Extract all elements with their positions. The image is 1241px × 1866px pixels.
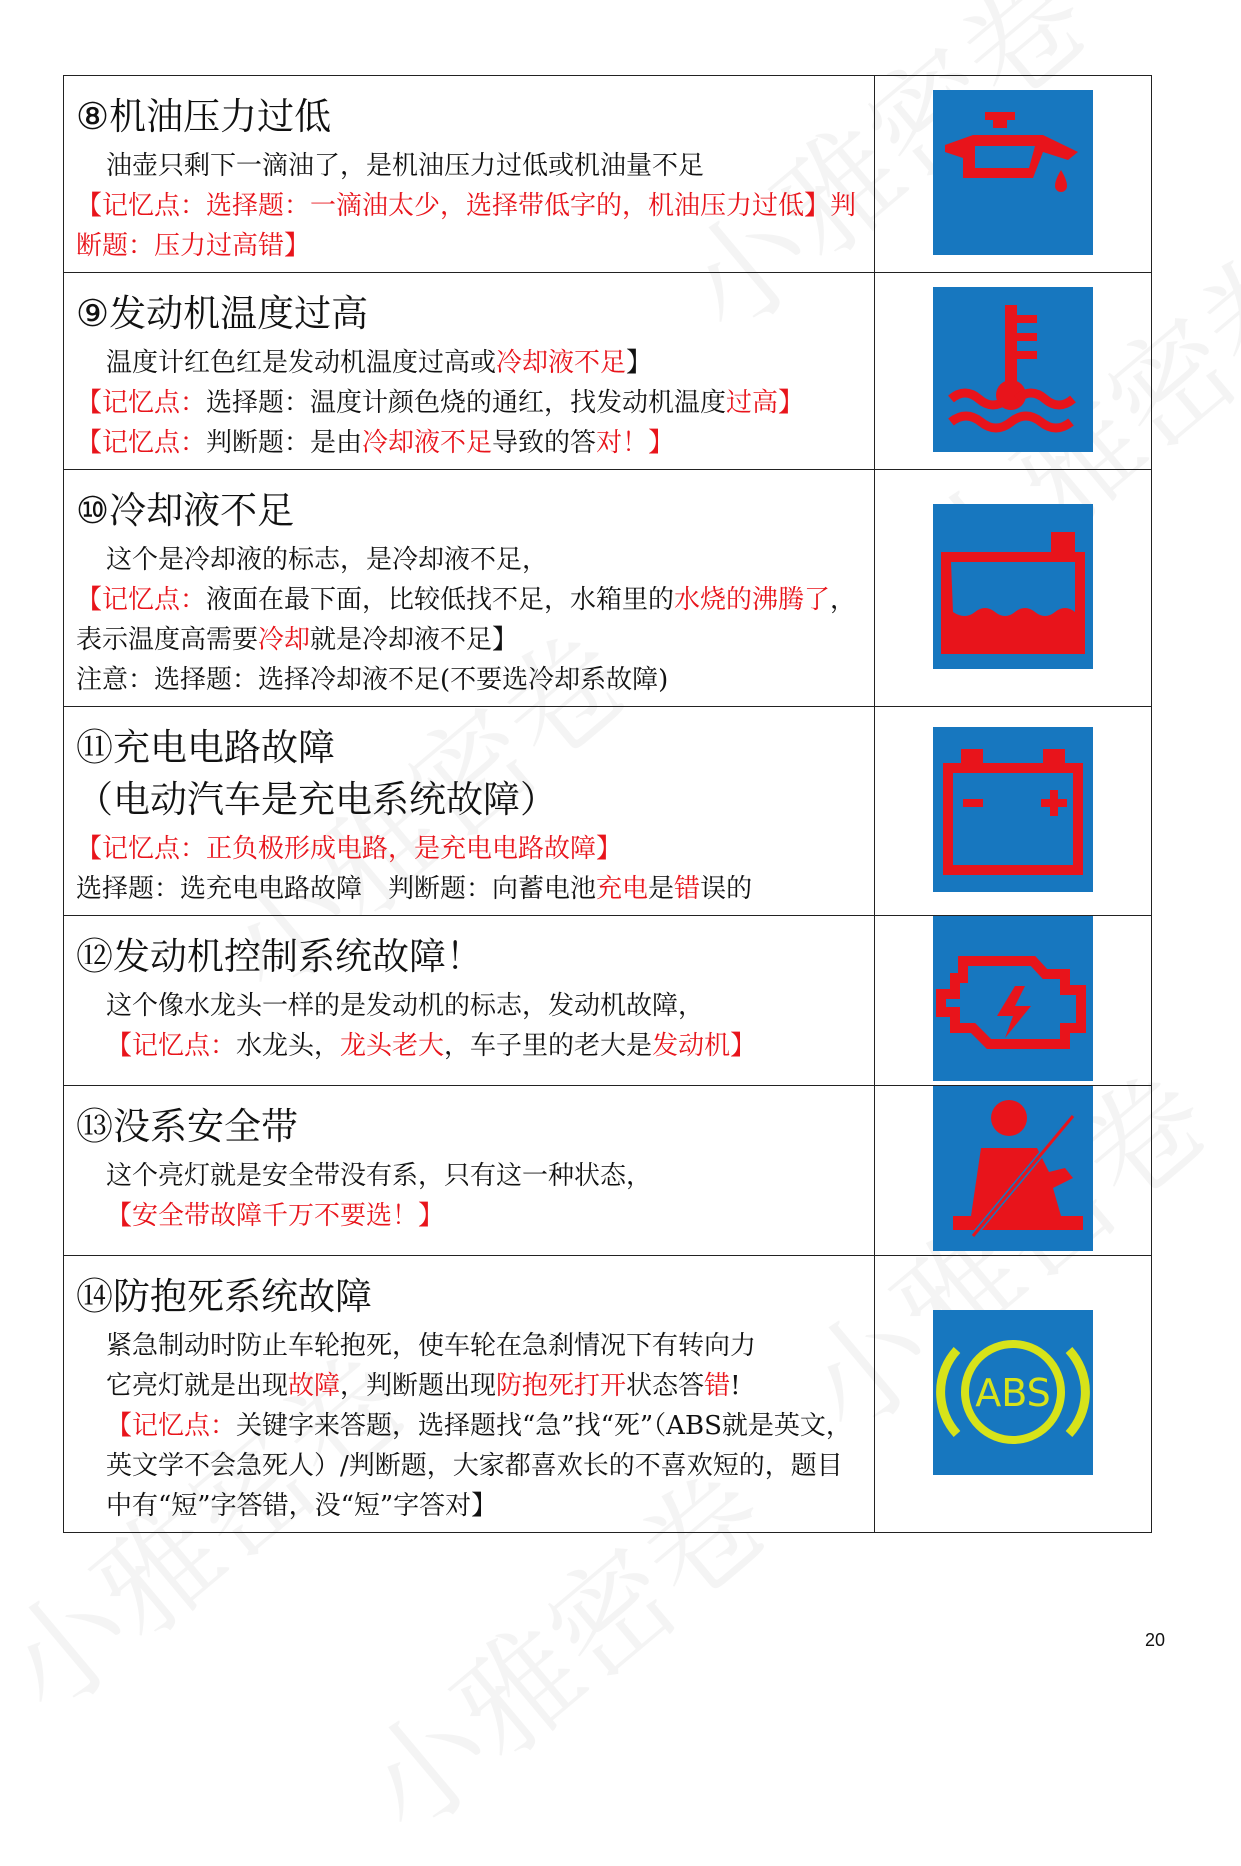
body-text: 关键字来答题，选择题找“急”找“死”（ABS就是英文，英文学不会急死人）/判断题，大家都喜欢长的不喜欢短的，题目中有“短”字答错，没“短”字答对】 [106,1411,852,1521]
highlight-text: 过高】 [726,388,805,418]
body-text: 判断题：是由 [206,428,363,458]
oil-pressure-icon [933,90,1093,255]
body-text: 油壶只剩下一滴油了，是机油压力过低或机油量不足 [106,151,705,181]
highlight-text: 冷却液不足 [362,428,493,458]
row-icon-cell [874,1256,1151,1533]
item-line [76,580,864,660]
warning-light-row [64,1086,1152,1256]
body-text: 注意：选择题：选择冷却液不足(不要选冷却系故障) [76,665,669,695]
highlight-text: 防抱死打开 [496,1371,627,1401]
row-text-cell [64,1256,875,1533]
body-text: 误的 [700,874,753,904]
warning-light-row [64,470,1152,707]
row-text-cell [64,707,875,916]
body-text: 导致的答 [492,428,597,458]
item-title: ⑬没系安全带 [76,1105,298,1148]
item-line [76,540,864,580]
highlight-text: 充电 [596,874,649,904]
page-number: 20 [1144,1630,1165,1650]
item-title: ⑭防抱死系统故障 [76,1275,372,1318]
item-title: ⑨发动机温度过高 [76,292,369,335]
body-text: 】 [626,348,653,378]
body-text: ，判断题出现 [340,1371,497,1401]
body-text: 选择题：温度计颜色烧的通红，找发动机温度 [206,388,727,418]
highlight-text: 【记忆点：选择题：一滴油太少，选择带低字的，机油压力过低】判断题：压力过高错】 [76,191,857,261]
body-text: 这个像水龙头一样的是发动机的标志，发动机故障， [106,991,705,1021]
row-icon-cell [874,470,1151,707]
item-line [76,423,864,463]
body-text: 就是冷却液不足】 [310,625,519,655]
row-text-cell [64,916,875,1086]
body-text: 它亮灯就是出现 [106,1371,289,1401]
abs-icon-text: ABS [975,1370,1051,1415]
body-text: ! [730,1371,741,1401]
highlight-text: 【记忆点： [76,388,207,418]
body-text: 这个是冷却液的标志，是冷却液不足， [106,545,549,575]
warning-light-row [64,76,1152,273]
body-text: ，表示温度高需要 [76,585,857,655]
warning-light-row [64,273,1152,470]
item-title: ⑧机油压力过低 [76,95,332,138]
item-line [76,1326,864,1366]
item-title: ⑫发动机控制系统故障！ [76,935,483,978]
item-line [76,1406,864,1526]
seatbelt-icon [933,1086,1093,1251]
body-text: 是 [648,874,675,904]
item-line [76,146,864,186]
row-icon-cell [874,1086,1151,1256]
row-icon-cell [874,916,1151,1086]
highlight-text: 故障 [288,1371,341,1401]
warning-lights-table [63,75,1152,1533]
row-text-cell [64,76,875,273]
item-subtitle: （电动汽车是充电系统故障） [76,778,557,821]
row-icon-cell [874,273,1151,470]
highlight-text: 【记忆点： [106,1031,237,1061]
body-text: 这个亮灯就是安全带没有系，只有这一种状态， [106,1161,653,1191]
item-line [76,1156,864,1196]
item-line [76,829,864,869]
item-line [76,383,864,423]
highlight-text: 龙头老大 [340,1031,445,1061]
item-line [76,1026,864,1066]
highlight-text: 水烧的沸腾了 [674,585,831,615]
row-icon-cell [874,707,1151,916]
row-text-cell [64,470,875,707]
battery-icon [933,727,1093,892]
body-text: 温度计红色红是发动机温度过高或 [106,348,497,378]
highlight-text: 冷却 [258,625,311,655]
item-line [76,186,864,266]
highlight-text: 冷却液不足 [496,348,627,378]
coolant-level-icon [933,504,1093,669]
item-title: ⑪充电电路故障 [76,726,335,769]
body-text: 水龙头， [236,1031,341,1061]
item-line [76,986,864,1026]
highlight-text: 【记忆点： [76,428,207,458]
highlight-text: 【记忆点： [76,585,207,615]
warning-light-row [64,1256,1152,1533]
engine-temperature-icon [933,287,1093,452]
highlight-text: 发动机】 [652,1031,757,1061]
warning-light-row [64,916,1152,1086]
highlight-text: 【安全带故障千万不要选！】 [106,1201,445,1231]
body-text: 选择题：选充电电路故障 判断题：向蓄电池 [76,874,597,904]
highlight-text: 错 [704,1371,731,1401]
body-text: 紧急制动时防止车轮抱死，使车轮在急刹情况下有转向力 [106,1331,757,1361]
highlight-text: 对！】 [596,428,675,458]
row-text-cell [64,1086,875,1256]
abs-icon [933,1310,1093,1475]
row-text-cell [64,273,875,470]
item-line [76,343,864,383]
row-icon-cell [874,76,1151,273]
body-text: ，车子里的老大是 [444,1031,653,1061]
item-line [76,1366,864,1406]
highlight-text: 【记忆点： [106,1411,237,1441]
body-text: 状态答 [626,1371,705,1401]
highlight-text: 错 [674,874,701,904]
item-line [76,660,864,700]
warning-light-row [64,707,1152,916]
engine-check-icon [933,916,1093,1081]
body-text: 液面在最下面，比较低找不足，水箱里的 [206,585,675,615]
item-line [76,869,864,909]
item-line [76,1196,864,1236]
item-title: ⑩冷却液不足 [76,489,295,532]
highlight-text: 【记忆点：正负极形成电路，是充电电路故障】 [76,834,623,864]
